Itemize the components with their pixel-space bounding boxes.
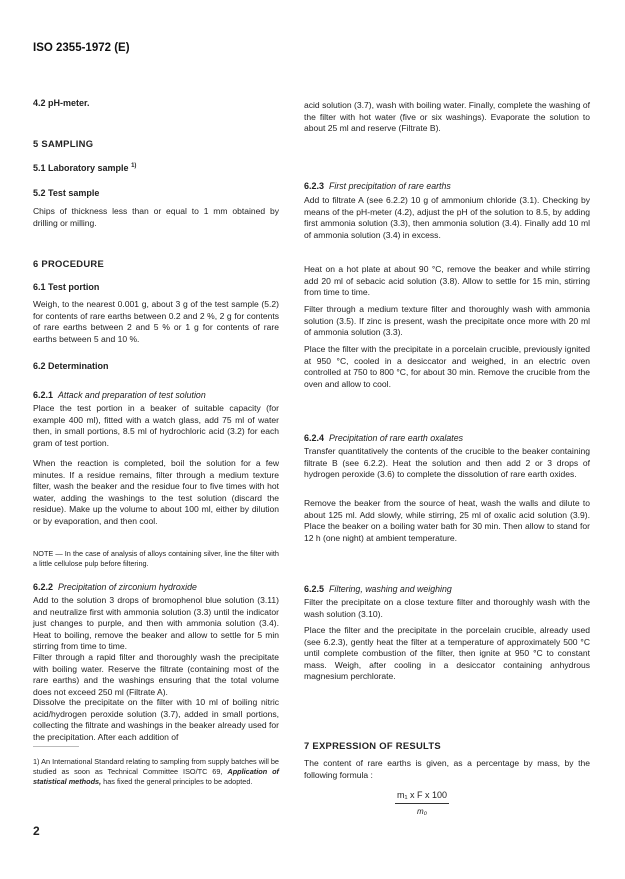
- paragraph: When the reaction is completed, boil the solution for a few minutes. If a residue remains, filter through a medium texture filter, wash the beaker and the residue four to five times with hot water, adding the washings to the test solution (discard the residue). Make up the volume to about 100 ml, either by dilution or by evaporation, and then cool.: [33, 458, 279, 526]
- document-header: ISO 2355-1972 (E): [33, 42, 130, 54]
- section-6-2-3-heading: [304, 176, 590, 194]
- section-number: 6.2.4: [304, 433, 325, 443]
- section-4-2-heading: 4.2 pH-meter.: [33, 98, 90, 108]
- section-6-2-4-heading: [304, 428, 590, 446]
- section-6-2-2-heading: [33, 577, 279, 595]
- footnote: [33, 757, 279, 786]
- note: NOTE — In the case of analysis of alloys containing silver, line the filter with a little cellulose pulp before filtering.: [33, 549, 279, 569]
- footnote-text: 1) An International Standard relating to sampling from supply batches will be studied as soon as Technical Committee ISO/TC 69,: [33, 757, 279, 777]
- section-number: 6.2.3: [304, 181, 325, 191]
- section-title: Filtering, washing and weighing: [329, 584, 452, 594]
- page-number: 2: [33, 824, 40, 838]
- paragraph: Heat on a hot plate at about 90 °C, remove the beaker and while stirring add 20 ml of sebacic acid solution (3.8). Allow to settle for 15 min, stirring from time to time.: [304, 264, 590, 298]
- section-number: 6.2.2: [33, 582, 54, 592]
- section-title: Precipitation of zirconium hydroxide: [58, 582, 197, 592]
- section-5-1-title: 5.1 Laboratory sample: [33, 163, 129, 173]
- paragraph: Weigh, to the nearest 0.001 g, about 3 g of the test sample (5.2) for contents of rare earths between 0.2 and 2 %, 2 g for contents of rare earths between 2 and 5 % or 1 g for contents of rare earths between 5 and 10 %.: [33, 299, 279, 344]
- section-6-2-5-heading: [304, 579, 590, 597]
- paragraph: Chips of thickness less than or equal to 1 mm obtained by drilling or milling.: [33, 206, 279, 228]
- paragraph: Place the filter with the precipitate in a porcelain crucible, previously ignited at 950 °C, cooled in a desiccator and weighed, in an electric oven controlled at 750 to 800 °C, for about 30 min. Remove the crucible from the oven and allow to cool.: [304, 344, 590, 389]
- section-5-1-heading: [33, 163, 279, 173]
- section-number: 6.2.5: [304, 584, 325, 594]
- paragraph: The content of rare earths is given, as a percentage by mass, by the following formula :: [304, 758, 590, 780]
- paragraph: acid solution (3.7), wash with boiling water. Finally, complete the washing of the filter with hot water (five or six washings). Evaporate the solution to about 25 ml and reserve (Filtrate B).: [304, 100, 590, 134]
- section-6-2-1-heading: [33, 385, 279, 403]
- section-6-heading: 6 PROCEDURE: [33, 258, 105, 269]
- footnote-italic: Application of statistical methods,: [33, 767, 279, 786]
- formula: [395, 790, 449, 816]
- section-7-heading: 7 EXPRESSION OF RESULTS: [304, 740, 441, 751]
- paragraph: Add to filtrate A (see 6.2.2) 10 g of ammonium chloride (3.1). Checking by means of the pH-meter (4.2), adjust the pH of the solution to 8.5, by adding first ammonia solution (3.3), then ammonia solution (3.4). Finally add 10 ml of ammonia solution (3.4) in excess.: [304, 195, 590, 240]
- section-title: Precipitation of rare earth oxalates: [329, 433, 464, 443]
- section-5-2-heading: 5.2 Test sample: [33, 188, 100, 198]
- section-6-1-heading: 6.1 Test portion: [33, 282, 100, 292]
- paragraph: Filter through a medium texture filter and thoroughly wash with ammonia solution (3.5). If zinc is present, wash the precipitate once more with 20 ml of ammonia solution (3.3).: [304, 304, 590, 338]
- paragraph: Transfer quantitatively the contents of the crucible to the beaker containing filtrate B (see 6.2.2). Heat the solution and then add 2 or 3 drops of hydrogen peroxide (3.6) to complete the dissolution of rare earth oxides.: [304, 446, 590, 480]
- paragraph: Filter the precipitate on a close texture filter and thoroughly wash with the wash solution (3.10).: [304, 597, 590, 619]
- paragraph: Place the test portion in a beaker of suitable capacity (for example 400 ml), fitted with a watch glass, add 75 ml of water then, in small portions, 8.5 ml of hydrochloric acid (3.2) for each gram of test portion.: [33, 403, 279, 448]
- section-title: Attack and preparation of test solution: [58, 390, 206, 400]
- footnote-divider: [33, 746, 79, 747]
- paragraph: Add to the solution 3 drops of bromophenol blue solution (3.11) and neutralize first with ammonia solution (3.3) until the indicator just changes to purple, and then with ammonia solution (3.4). Heat to boiling, remove the beaker and allow to settle for 5 min stirring from time to time.: [33, 595, 279, 652]
- formula-denominator: m₀: [417, 807, 428, 816]
- footnote-text-end: has fixed the general principles to be adopted.: [101, 776, 253, 786]
- paragraph: Dissolve the precipitate on the filter with 10 ml of boiling nitric acid/hydrogen peroxide solution (3.7), added in small portions, collecting the filtrate and washings in the beaker already used for the precipitation. After each addition of: [33, 697, 279, 742]
- paragraph: Place the filter and the precipitate in the porcelain crucible, already used (see 6.2.3), gently heat the filter at a temperature of approximately 500 °C until complete combustion of the filter, then ignite at 950 °C to constant mass. Weigh, after cooling in a desiccator containing anhydrous magnesium perchlorate.: [304, 625, 590, 682]
- formula-numerator: m₁ x F x 100: [395, 790, 449, 804]
- section-6-2-heading: 6.2 Determination: [33, 361, 109, 371]
- section-title: First precipitation of rare earths: [329, 181, 451, 191]
- paragraph: Remove the beaker from the source of heat, wash the walls and dilute to about 125 ml. Add slowly, while stirring, 25 ml of oxalic acid solution (3.9). Place the beaker on a boiling water bath for 30 min. Then allow to stand for 12 h (one night) at ambient temperature.: [304, 498, 590, 543]
- paragraph: Filter through a rapid filter and thoroughly wash the precipitate with boiling water. Reserve the filtrate (containing most of the rare earths) and the washings ensuring that the total volume does not exceed 250 ml (Filtrate A).: [33, 652, 279, 697]
- section-number: 6.2.1: [33, 390, 54, 400]
- section-5-heading: 5 SAMPLING: [33, 138, 94, 149]
- footnote-ref: 1): [131, 163, 137, 169]
